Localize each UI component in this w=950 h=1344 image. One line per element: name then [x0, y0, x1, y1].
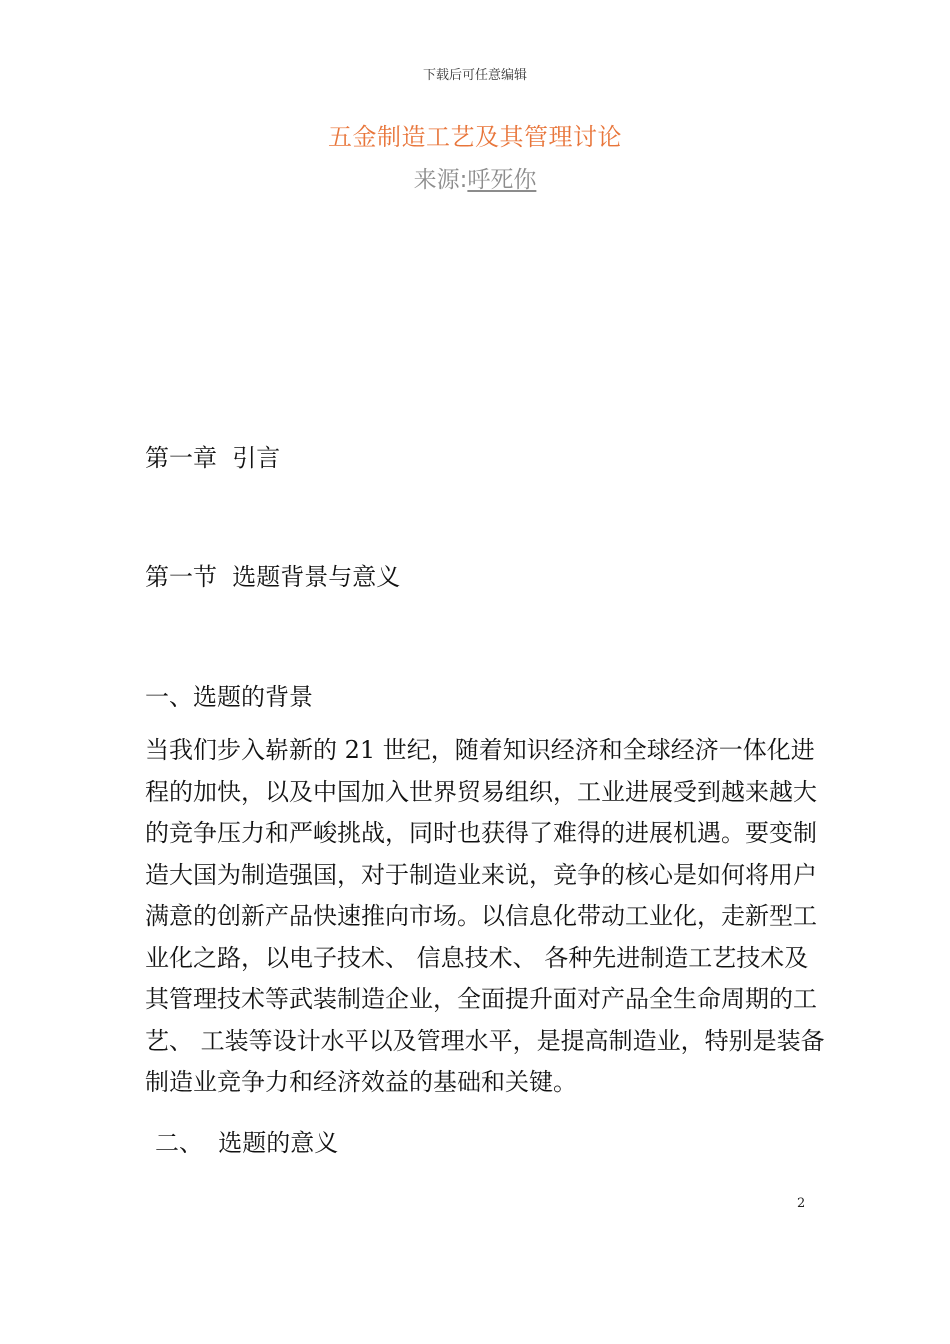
section-heading: 第一节 选题背景与意义 [145, 563, 401, 591]
subheading-significance: 二、 选题的意义 [155, 1129, 339, 1157]
page-number: 2 [797, 1196, 806, 1211]
source-line [0, 161, 950, 194]
body-paragraph [145, 730, 825, 1104]
body-line: 造大国为制造强国，对于制造业来说，竞争的核心是如何将用户 [145, 860, 817, 889]
body-line: 当我们步入崭新的 21 世纪，随着知识经济和全球经济一体化进 [145, 736, 815, 764]
subheading-background: 一、选题的背景 [145, 683, 313, 711]
body-line: 的竞争压力和严峻挑战，同时也获得了难得的进展机遇。要变制 [145, 819, 817, 847]
body-line: 程的加快，以及中国加入世界贸易组织，工业进展受到越来越大 [145, 777, 817, 806]
document-title: 五金制造工艺及其管理讨论 [328, 123, 622, 151]
chapter-heading: 第一章 引言 [145, 444, 281, 472]
body-line: 其管理技术等武装制造企业，全面提升面对产品全生命周期的工 [145, 985, 817, 1013]
header-note: 下载后可任意编辑 [422, 68, 527, 83]
body-line: 制造业竞争力和经济效益的基础和关键。 [145, 1068, 577, 1096]
body-line: 满意的创新产品快速推向市场。以信息化带动工业化，走新型工 [145, 902, 817, 930]
source-label: 来源: [413, 167, 468, 193]
body-line: 业化之路，以电子技术、 信息技术、 各种先进制造工艺技术及 [145, 943, 809, 972]
body-line: 艺、 工装等设计水平以及管理水平，是提高制造业，特别是装备 [145, 1026, 825, 1055]
source-name-link[interactable]: 呼死你 [467, 167, 537, 193]
